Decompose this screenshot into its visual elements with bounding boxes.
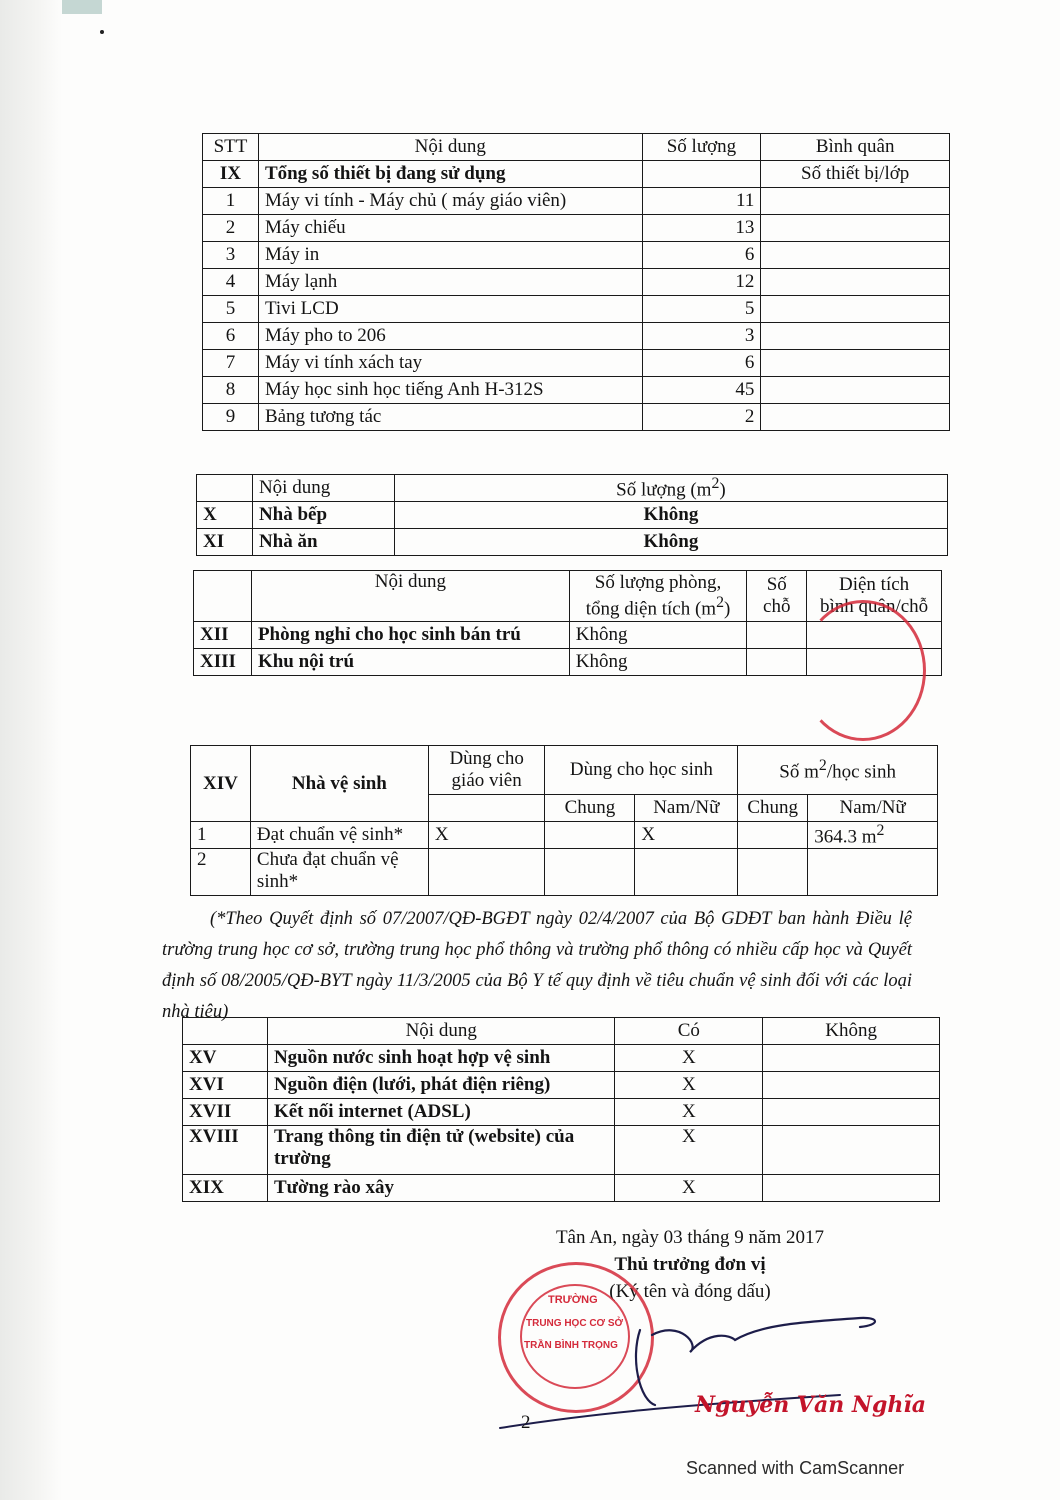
utility-yes: X: [615, 1072, 763, 1099]
utilities-header-yes: Có: [615, 1018, 763, 1045]
rooms-header-seats-l1: Số: [766, 574, 787, 596]
header-avg: Bình quân: [761, 134, 950, 161]
utility-yes: X: [615, 1045, 763, 1072]
place-date: Tân An, ngày 03 tháng 9 năm 2017: [555, 1227, 825, 1248]
toilet-per-student-sup: 2: [818, 756, 827, 774]
equipment-name: Tivi LCD: [258, 296, 642, 323]
utility-yes: X: [615, 1099, 763, 1126]
equipment-qty: 6: [642, 242, 761, 269]
toilet-roman: XIV: [191, 746, 251, 822]
equipment-name: Máy in: [258, 242, 642, 269]
equipment-stt: 9: [203, 404, 259, 431]
toilet-stt-1: 1: [191, 822, 251, 849]
utility-name: Tường rào xây: [267, 1175, 614, 1202]
toilet-m2-sup: 2: [876, 822, 885, 839]
toilet-teacher-1: X: [428, 822, 545, 849]
equipment-name: Máy chiếu: [258, 215, 642, 242]
toilet-per-student-pre: Số m: [779, 761, 819, 783]
kitchen-value: Không: [394, 502, 947, 529]
equipment-qty: 45: [642, 377, 761, 404]
rooms-header-seats-l2: chỗ: [763, 596, 791, 617]
kitchen-header-qty-end: ): [719, 479, 726, 501]
equipment-name: Máy vi tính xách tay: [258, 350, 642, 377]
toilet-gender-1: X: [635, 822, 738, 849]
toilet-sub-m2-gender: Nam/Nữ: [808, 795, 938, 822]
rooms-header-content: Nội dung: [251, 571, 569, 622]
header-content: Nội dung: [258, 134, 642, 161]
utility-roman: XV: [183, 1045, 268, 1072]
kitchen-roman: X: [197, 502, 253, 529]
equipment-stt: 1: [203, 188, 259, 215]
equipment-stt: 3: [203, 242, 259, 269]
footnote-text: (*Theo Quyết định số 07/2007/QĐ-BGĐT ngày 02/4/2007 của Bộ GDĐT ban hành Điều lệ trường trung học cơ sở, trường trung học phổ thông và trường phổ thông có nhiều cấp học và Quyết định số 08/2005/QĐ-BYT ngày 11/3/2005 của Bộ Y tế quy định về tiêu chuẩn vệ sinh đối với các loại nhà tiêu): [162, 909, 912, 1022]
rooms-roman-xii: XII: [194, 622, 252, 649]
signer-name: Nguyễn Văn Nghĩa: [695, 1392, 926, 1418]
toilet-m2-value: 364.3 m: [814, 826, 877, 848]
toilet-sub-common: Chung: [545, 795, 635, 822]
equipment-qty: 12: [642, 269, 761, 296]
equipment-stt: 5: [203, 296, 259, 323]
equipment-stt: 2: [203, 215, 259, 242]
equipment-stt: 8: [203, 377, 259, 404]
rooms-header-area-l1: Diện tích: [839, 574, 910, 596]
equipment-qty: 11: [642, 188, 761, 215]
utilities-header-content: Nội dung: [267, 1018, 614, 1045]
equipment-qty: 13: [642, 215, 761, 242]
equipment-stt: 4: [203, 269, 259, 296]
header-stt: STT: [203, 134, 259, 161]
equipment-stt: 6: [203, 323, 259, 350]
equipment-qty: 5: [642, 296, 761, 323]
kitchen-header-content: Nội dung: [252, 475, 394, 502]
toilet-title: Nhà vệ sinh: [250, 746, 428, 822]
rooms-name-xiii: Khu nội trú: [251, 649, 569, 676]
utility-roman: XVI: [183, 1072, 268, 1099]
rooms-value-xii: Không: [569, 622, 747, 649]
section-avg-sub: Số thiết bị/lớp: [761, 161, 950, 188]
section-title: Tổng số thiết bị đang sử dụng: [258, 161, 642, 188]
toilet-header-students: Dùng cho học sinh: [545, 746, 738, 795]
rooms-header-rooms-l2-text: tổng diện tích (m: [585, 598, 717, 620]
rooms-value-xiii: Không: [569, 649, 747, 676]
stamp-line-2: TRUNG HỌC CƠ SỞ: [526, 1318, 624, 1329]
utility-roman: XVIII: [183, 1126, 268, 1175]
page-number: 2: [521, 1412, 531, 1433]
equipment-qty: 6: [642, 350, 761, 377]
equipment-name: Máy pho to 206: [258, 323, 642, 350]
rooms-header-rooms-l1: Số lượng phòng,: [594, 571, 722, 593]
toilet-sub-gender: Nam/Nữ: [635, 795, 738, 822]
dining-name: Nhà ăn: [252, 529, 394, 556]
utility-name: Trang thông tin điện tử (website) của trường: [267, 1126, 614, 1175]
equipment-qty: 2: [642, 404, 761, 431]
rooms-header-area-l2: bình quân/chỗ: [820, 596, 929, 617]
utility-name: Kết nối internet (ADSL): [267, 1099, 614, 1126]
toilet-header-teacher-l1: Dùng cho: [449, 748, 524, 770]
stamp-line-3: TRẦN BÌNH TRỌNG: [524, 1340, 618, 1351]
utility-yes: X: [615, 1175, 763, 1202]
equipment-name: Máy lạnh: [258, 269, 642, 296]
toilet-name-2: Chưa đạt chuẩn vệ sinh*: [250, 849, 428, 896]
utility-name: Nguồn điện (lưới, phát điện riêng): [267, 1072, 614, 1099]
header-qty: Số lượng: [642, 134, 761, 161]
utility-roman: XIX: [183, 1175, 268, 1202]
rooms-header-rooms-sup: 2: [716, 593, 724, 611]
rooms-header-rooms-end: ): [723, 598, 731, 620]
equipment-name: Máy học sinh học tiếng Anh H-312S: [258, 377, 642, 404]
toilet-header-teacher-l2: giáo viên: [451, 770, 522, 791]
toilet-sub-m2-common: Chung: [738, 795, 808, 822]
rooms-name-xii: Phòng nghỉ cho học sinh bán trú: [251, 622, 569, 649]
utility-yes: X: [615, 1126, 763, 1175]
equipment-name: Bảng tương tác: [258, 404, 642, 431]
scanner-watermark: Scanned with CamScanner: [686, 1458, 905, 1478]
toilet-stt-2: 2: [191, 849, 251, 896]
utility-name: Nguồn nước sinh hoạt hợp vệ sinh: [267, 1045, 614, 1072]
equipment-name: Máy vi tính - Máy chủ ( máy giáo viên): [258, 188, 642, 215]
dining-roman: XI: [197, 529, 253, 556]
dining-value: Không: [394, 529, 947, 556]
kitchen-name: Nhà bếp: [252, 502, 394, 529]
signer-instruction: (Ký tên và đóng dấu): [609, 1281, 771, 1302]
kitchen-header-qty-text: Số lượng (m: [616, 479, 712, 501]
toilet-per-student-post: /học sinh: [826, 761, 896, 783]
section-roman: IX: [203, 161, 259, 188]
toilet-name-1: Đạt chuẩn vệ sinh*: [250, 822, 428, 849]
equipment-stt: 7: [203, 350, 259, 377]
stamp-line-1: TRƯỜNG: [548, 1294, 598, 1306]
kitchen-header-qty-sup: 2: [711, 475, 720, 492]
rooms-roman-xiii: XIII: [194, 649, 252, 676]
signer-title: Thủ trưởng đơn vị: [614, 1254, 766, 1275]
utility-roman: XVII: [183, 1099, 268, 1126]
equipment-qty: 3: [642, 323, 761, 350]
utilities-header-no: Không: [763, 1018, 940, 1045]
